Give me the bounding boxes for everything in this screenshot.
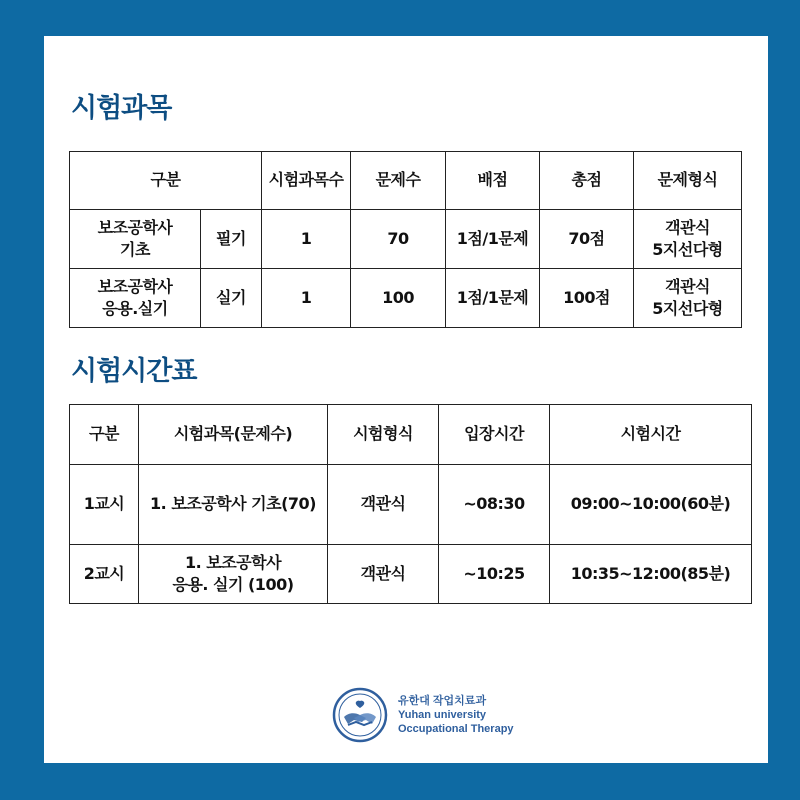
format-cell: 객관식 [328,465,439,545]
header-points: 배점 [446,152,540,210]
subject-count-cell: 1 [262,210,351,269]
subject-name-cell [70,269,201,328]
period-cell: 1교시 [70,465,139,545]
period-cell: 2교시 [70,545,139,604]
exam-subjects-heading: 시험과목 [71,93,172,124]
header-exam-time: 시험시간 [550,405,752,465]
header-exam-format: 시험형식 [328,405,439,465]
header-category: 구분 [70,152,262,210]
subject-line2: 응용. 실기 (100) [172,575,294,594]
format-cell: 객관식 [328,545,439,604]
table-row [70,545,752,604]
header-entry-time: 입장시간 [439,405,550,465]
total-cell: 100점 [540,269,634,328]
header-subject-count: 시험과목수 [262,152,351,210]
question-count-cell: 100 [351,269,446,328]
points-cell: 1점/1문제 [446,210,540,269]
table-row [70,465,752,545]
format-cell [634,210,742,269]
exam-schedule-heading: 시험시간표 [71,356,197,387]
subject-cell: 1. 보조공학사 기초(70) [139,465,328,545]
subject-name-line2: 응용.실기 [102,299,168,318]
exam-type-cell: 필기 [201,210,262,269]
exam-schedule-table [69,404,752,604]
subject-line1: 1. 보조공학사 [184,552,282,572]
question-count-cell: 70 [351,210,446,269]
department-logo-icon [332,687,388,743]
exam-time-cell: 10:35~12:00(85분) [550,545,752,604]
header-question-count: 문제수 [351,152,446,210]
header-period: 구분 [70,405,139,465]
header-subject: 시험과목(문제수) [139,405,328,465]
exam-time-cell: 09:00~10:00(60분) [550,465,752,545]
entry-time-cell: ~10:25 [439,545,550,604]
format-line2: 5지선다형 [652,299,723,318]
footer-line-korean: 유한대 작업치료과 [398,694,487,707]
subject-cell [139,545,328,604]
format-cell [634,269,742,328]
total-cell: 70점 [540,210,634,269]
content-card [44,36,768,763]
format-line1: 객관식 [665,217,710,237]
header-format: 문제형식 [634,152,742,210]
subject-name-line2: 기초 [120,240,150,259]
subject-name-line1: 보조공학사 [97,276,173,296]
table-header-row [70,152,742,210]
subject-name-line1: 보조공학사 [97,217,173,237]
footer-line-university: Yuhan university [398,708,487,721]
format-line1: 객관식 [665,276,710,296]
exam-type-cell: 실기 [201,269,262,328]
subject-name-cell [70,210,201,269]
points-cell: 1점/1문제 [446,269,540,328]
subject-count-cell: 1 [262,269,351,328]
entry-time-cell: ~08:30 [439,465,550,545]
footer-brand [332,687,514,743]
table-row [70,210,742,269]
header-total: 총점 [540,152,634,210]
table-row [70,269,742,328]
format-line2: 5지선다형 [652,240,723,259]
footer-text [398,694,514,737]
exam-subjects-table [69,151,742,328]
table-header-row [70,405,752,465]
footer-line-department: Occupational Therapy [398,723,514,736]
